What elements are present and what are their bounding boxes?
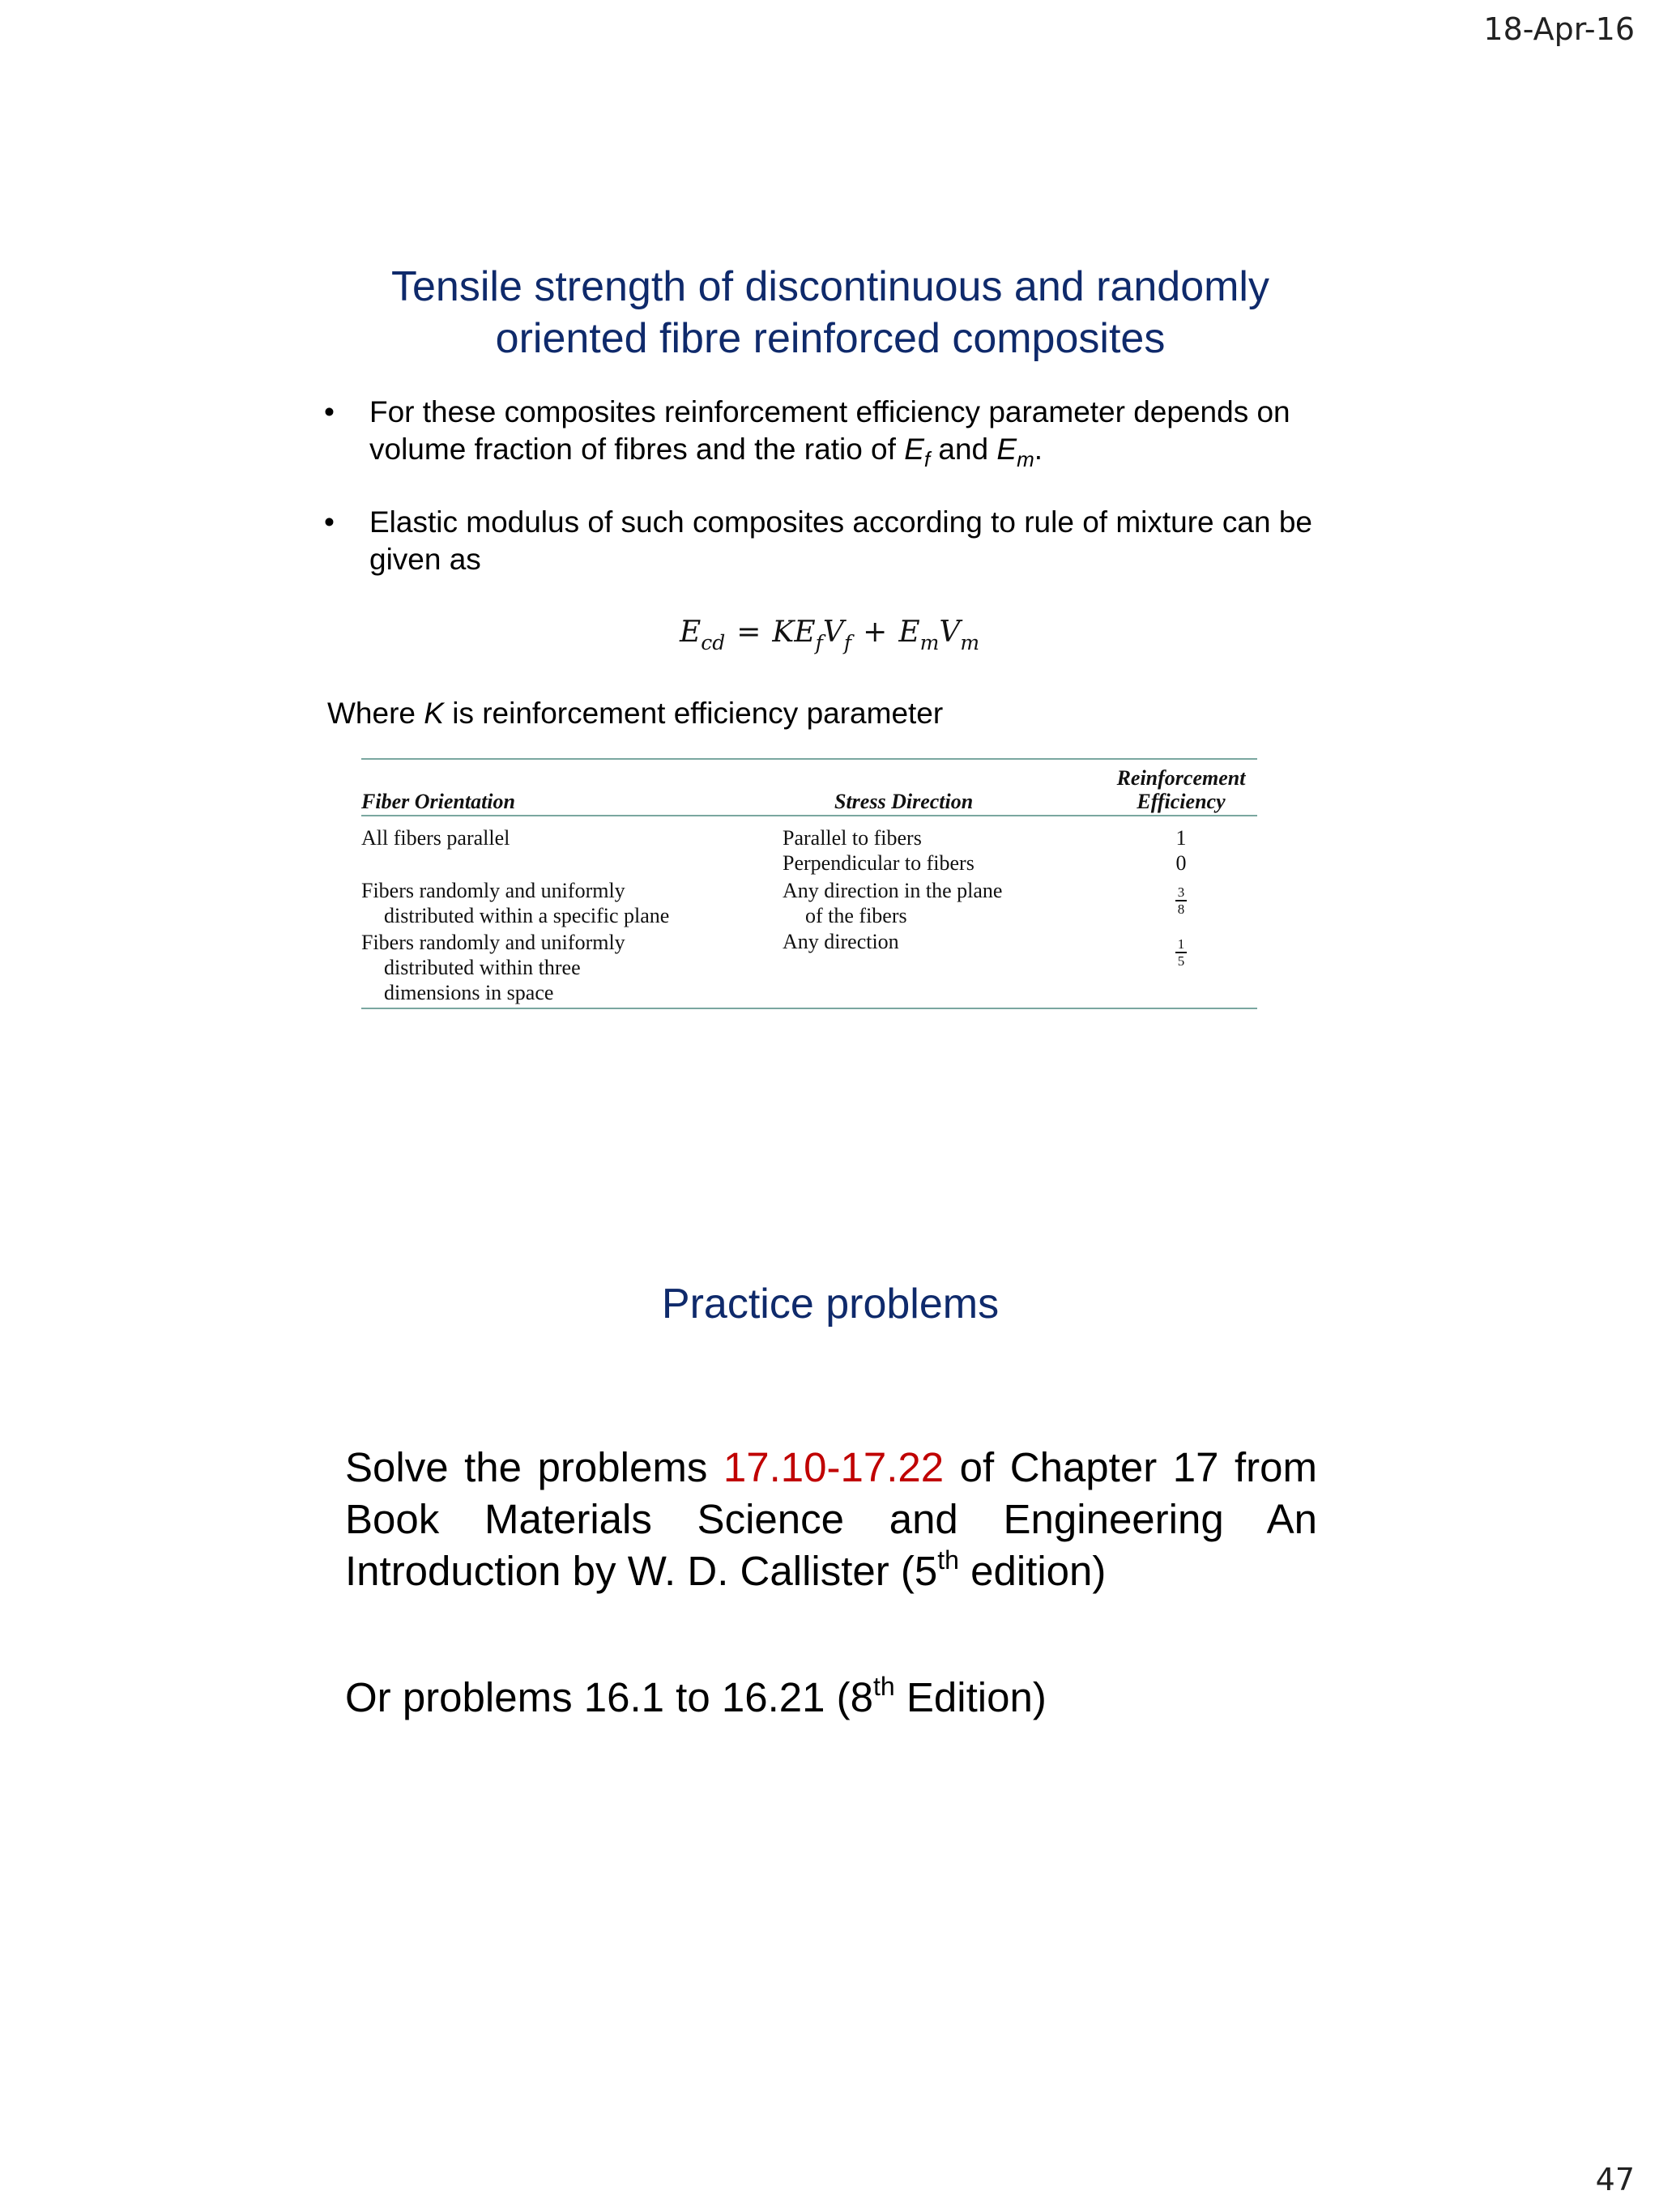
table-cell (1110, 930, 1252, 968)
bullet-dot-icon: • (324, 505, 335, 539)
bullet-dot-icon: • (324, 395, 335, 428)
title-line-2: oriented fibre reinforced composites (495, 315, 1166, 362)
slide-date: 18-Apr-16 (1483, 11, 1635, 47)
table-rule (361, 1008, 1257, 1009)
table-cell: Parallel to fibers (783, 826, 922, 850)
bullet-list (321, 394, 1325, 614)
bullet-item: • Elastic modulus of such composites according to rule of mixture can be given as (324, 505, 1313, 576)
table-cell: Fibers randomly and uniformly distributed within three dimensions in space (361, 931, 625, 1004)
table-header-direction: Stress Direction (834, 790, 974, 813)
table-rule (361, 815, 1257, 816)
bullet-item: • For these composites reinforcement efficiency parameter depends on volume fraction of fibres and the ratio of $E_f$ and $E_m$. (324, 395, 1290, 471)
highlighted-problem-range: 17.10-17.22 (723, 1444, 945, 1490)
table-cell: Any direction (783, 930, 899, 953)
table-cell: Any direction in the plane of the fibers (783, 879, 1003, 927)
table-header-efficiency: Reinforcement Efficiency (1116, 766, 1246, 813)
title-line-1: Tensile strength of discontinuous and randomly (391, 263, 1269, 310)
table-cell: All fibers parallel (361, 826, 510, 850)
page-number: 47 (1595, 2162, 1635, 2197)
section-title (332, 261, 1328, 364)
where-note: Where K is reinforcement efficiency parameter (327, 697, 944, 730)
table-rule (361, 758, 1257, 760)
table-cell: 1 (1175, 826, 1187, 850)
table-cell (1110, 878, 1252, 916)
alternative-problems: Or problems 16.1 to 16.21 (8th Edition) (345, 1672, 1047, 1720)
practice-problems-title: Practice problems (661, 1281, 1000, 1328)
table-cell: Perpendicular to fibers (783, 851, 975, 875)
fraction: $\frac{1}{5}$ (1175, 937, 1187, 968)
solve-instruction: Solve the problems 17.10-17.22 of Chapter 17 from Book Materials Science and Engineering An Introduction by W. D. Callister (5th edition) (345, 1444, 1317, 1594)
table-header-orientation: Fiber Orientation (361, 790, 515, 813)
fraction: $\frac{3}{8}$ (1175, 885, 1187, 916)
table-cell: 0 (1175, 851, 1187, 875)
rule-of-mixture-equation: $E_{cd} = KE_fV_f + E_mV_m$ (679, 616, 980, 654)
table-cell: Fibers randomly and uniformly distributed within a specific plane (361, 879, 670, 927)
